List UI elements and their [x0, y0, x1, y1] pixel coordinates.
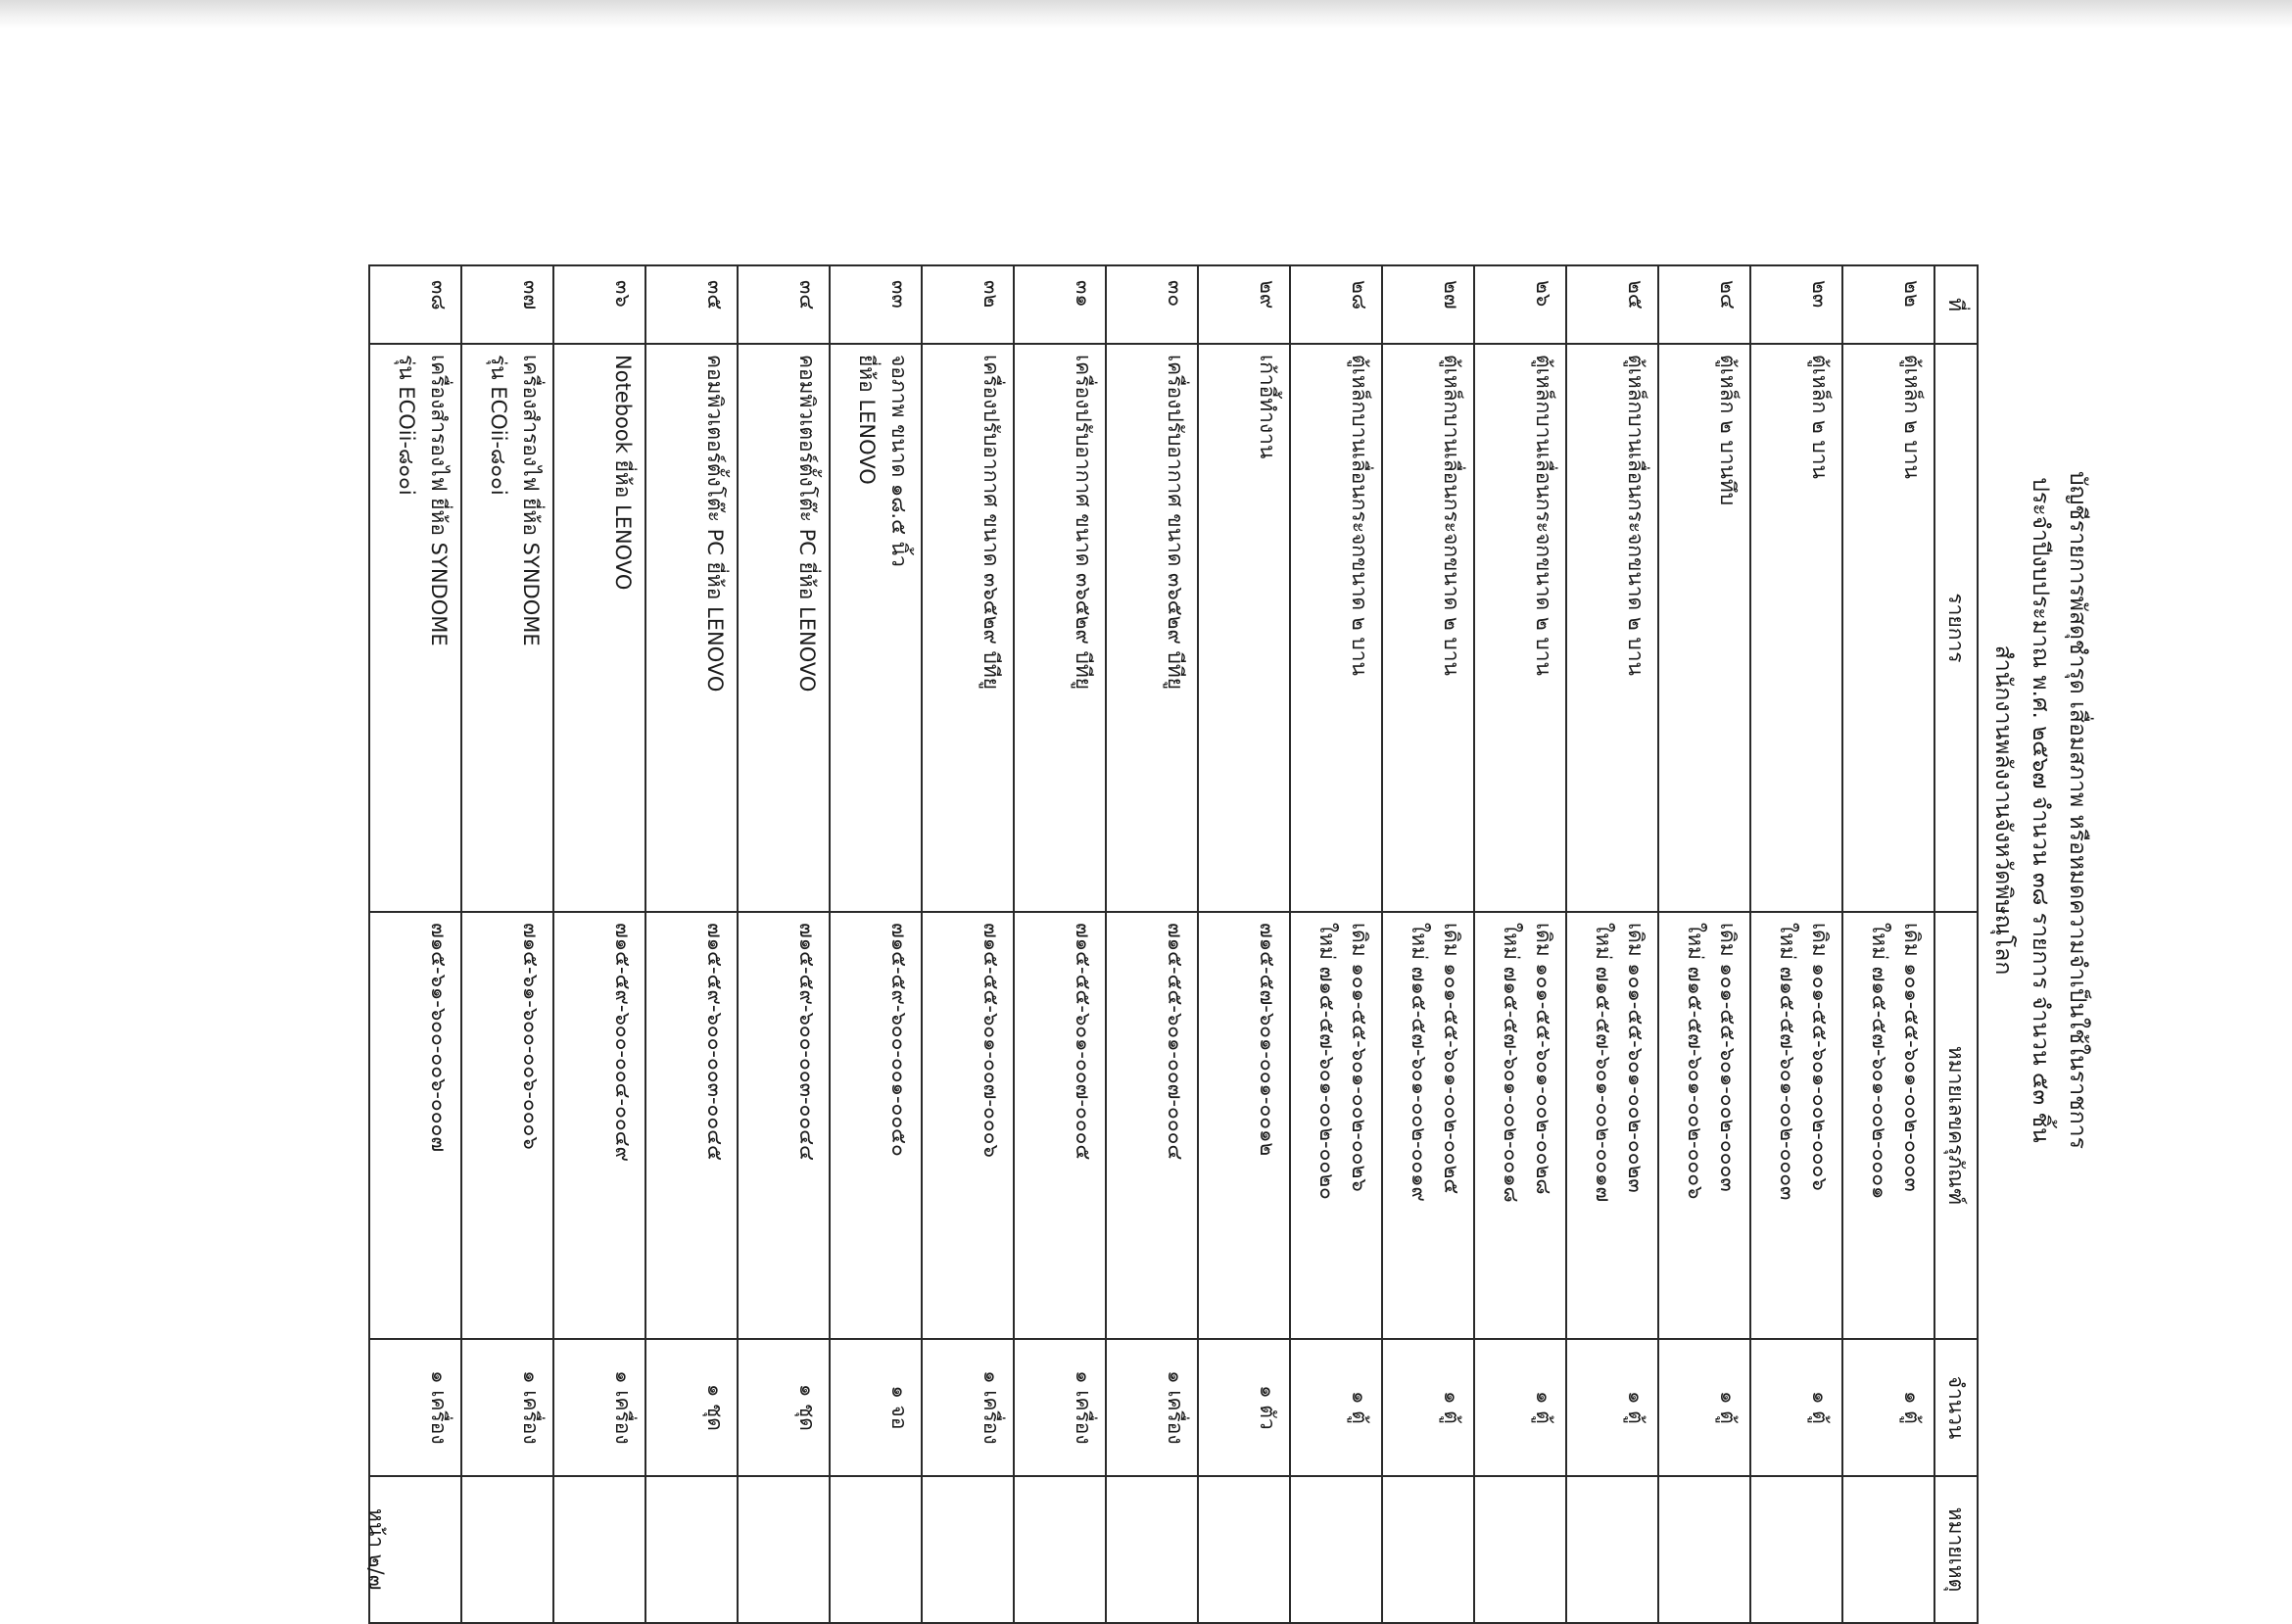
table-row: [1014, 265, 1106, 1623]
asset-code: [1474, 912, 1566, 1339]
asset-code-line: ๗๑๕-๖๑-๖๐๐-๐๐๖-๐๐๐๖: [519, 923, 543, 1150]
column-header-no: ที่: [1934, 265, 1978, 344]
asset-code-line: ใหม่ ๗๑๕-๕๗-๖๐๑-๐๐๒-๐๐๑๘: [1500, 923, 1523, 1203]
item-name: [1842, 344, 1934, 912]
asset-code: [1106, 912, 1198, 1339]
item-name: [1566, 344, 1658, 912]
header-office: สำนักงานพลังงานจังหวัดพิษณุโลก: [1990, 645, 2016, 976]
item-number: ๓๐: [1106, 265, 1198, 344]
asset-code-line: ๗๑๕-๕๕-๖๐๑-๐๐๗-๐๐๐๔: [1164, 923, 1187, 1161]
item-remark: [830, 1476, 922, 1623]
item-quantity: ๑ เครื่อง: [461, 1339, 553, 1476]
item-name-line: ตู้เหล็กบานเลื่อนกระจกขนาด ๒ บาน: [1624, 355, 1647, 676]
table-row: [922, 265, 1014, 1623]
item-quantity: ๑ จอ: [830, 1339, 922, 1476]
item-name: [1474, 344, 1566, 912]
table-row: [1750, 265, 1842, 1623]
item-name: [830, 344, 922, 912]
table-row: [1290, 265, 1382, 1623]
item-number: ๓๘: [369, 265, 461, 344]
asset-code-line: ๗๑๕-๕๙-๖๐๐-๐๐๓-๐๐๔๕: [703, 923, 727, 1161]
asset-code-line: เดิม ๑๐๑-๕๕-๖๐๑-๐๐๒-๐๐๒๘: [1532, 923, 1555, 1195]
item-name: [1382, 344, 1474, 912]
item-number: ๒๕: [1566, 265, 1658, 344]
item-name: [1014, 344, 1106, 912]
item-number: ๓๗: [461, 265, 553, 344]
item-name-line: เครื่องปรับอากาศ ขนาด ๓๖๕๒๙ บีทียู: [979, 355, 1003, 690]
item-remark: [1842, 1476, 1934, 1623]
asset-code: [1750, 912, 1842, 1339]
asset-code: [369, 912, 461, 1339]
item-remark: [1106, 1476, 1198, 1623]
header-title: บัญชีรายการพัสดุชำรุด เสื่อมสภาพ หรือหมดความจำเป็นใช้ในราชการ: [2065, 471, 2090, 1149]
item-remark: [738, 1476, 830, 1623]
item-name-line: ตู้เหล็กบานเลื่อนกระจกขนาด ๒ บาน: [1440, 355, 1463, 676]
item-quantity: ๑ เครื่อง: [1014, 1339, 1106, 1476]
item-name: [1106, 344, 1198, 912]
item-name: [1658, 344, 1750, 912]
asset-code: [1290, 912, 1382, 1339]
item-remark: [461, 1476, 553, 1623]
asset-code: [461, 912, 553, 1339]
item-name-line: Notebook ยี่ห้อ LENOVO: [611, 355, 635, 591]
asset-code: [1014, 912, 1106, 1339]
item-name-line: เครื่องสำรองไฟ ยี่ห้อ SYNDOME: [427, 355, 451, 646]
item-quantity: ๑ ตู้: [1842, 1339, 1934, 1476]
asset-code: [1842, 912, 1934, 1339]
item-quantity: ๑ ชุด: [645, 1339, 738, 1476]
item-name-line: คอมพิวเตอร์ตั้งโต๊ะ PC ยี่ห้อ LENOVO: [703, 355, 727, 693]
asset-code-line: ใหม่ ๗๑๕-๕๗-๖๐๑-๐๐๒-๐๐๐๓: [1776, 923, 1799, 1201]
header-row: [1934, 265, 1978, 1623]
item-name: [369, 344, 461, 912]
asset-code: [830, 912, 922, 1339]
table-row: [830, 265, 922, 1623]
item-quantity: ๑ ตู้: [1382, 1339, 1474, 1476]
item-number: ๓๑: [1014, 265, 1106, 344]
item-remark: [1290, 1476, 1382, 1623]
asset-code: [1566, 912, 1658, 1339]
asset-code-line: ๗๑๕-๕๗-๖๐๑-๐๐๑-๐๐๑๒: [1256, 923, 1279, 1157]
item-remark: [1198, 1476, 1290, 1623]
item-quantity: ๑ ตู้: [1750, 1339, 1842, 1476]
item-number: ๒๒: [1842, 265, 1934, 344]
item-remark: [922, 1476, 1014, 1623]
table-row: [1474, 265, 1566, 1623]
table-row: [1106, 265, 1198, 1623]
asset-code: [738, 912, 830, 1339]
item-number: ๒๔: [1658, 265, 1750, 344]
item-number: ๒๙: [1198, 265, 1290, 344]
item-remark: [645, 1476, 738, 1623]
item-number: ๓๔: [738, 265, 830, 344]
item-name-line: เก้าอี้ทำงาน: [1256, 355, 1279, 459]
item-name-line: คอมพิวเตอร์ตั้งโต๊ะ PC ยี่ห้อ LENOVO: [795, 355, 819, 693]
table-row: [1566, 265, 1658, 1623]
item-remark: [1658, 1476, 1750, 1623]
asset-code-line: ใหม่ ๗๑๕-๕๗-๖๐๑-๐๐๒-๐๐๒๐: [1315, 923, 1339, 1200]
table-row: [1382, 265, 1474, 1623]
asset-code-line: เดิม ๑๐๑-๕๕-๖๐๑-๐๐๒-๐๐๐๖: [1808, 923, 1832, 1191]
item-name: [1750, 344, 1842, 912]
item-name-line: ตู้เหล็ก ๒ บาน: [1808, 355, 1832, 479]
item-quantity: ๑ ตัว: [1198, 1339, 1290, 1476]
item-quantity: ๑ เครื่อง: [1106, 1339, 1198, 1476]
column-header-qty: จำนวน: [1934, 1339, 1978, 1476]
item-number: ๓๒: [922, 265, 1014, 344]
asset-code-line: เดิม ๑๐๑-๕๕-๖๐๑-๐๐๒-๐๐๐๓: [1716, 923, 1740, 1192]
item-name: [645, 344, 738, 912]
column-header-code: หมายเลขครุภัณฑ์: [1934, 912, 1978, 1339]
item-name-line: ยี่ห้อ LENOVO: [855, 355, 879, 485]
item-number: ๓๖: [553, 265, 645, 344]
asset-code-line: ใหม่ ๗๑๕-๕๗-๖๐๑-๐๐๒-๐๐๐๖: [1684, 923, 1707, 1200]
item-name-line: ตู้เหล็ก ๒ บาน: [1900, 355, 1924, 479]
item-number: ๒๖: [1474, 265, 1566, 344]
item-name-line: รุ่น ECOii-๘๐๐i: [487, 355, 510, 496]
item-name: [553, 344, 645, 912]
asset-code-line: เดิม ๑๐๑-๕๕-๖๐๑-๐๐๒-๐๐๒๖: [1348, 923, 1371, 1192]
asset-code: [1658, 912, 1750, 1339]
item-remark: [1382, 1476, 1474, 1623]
asset-code-line: ๗๑๕-๖๑-๖๐๐-๐๐๖-๐๐๐๗: [427, 923, 451, 1153]
table-row: [369, 265, 461, 1623]
item-name: [1198, 344, 1290, 912]
asset-code: [1198, 912, 1290, 1339]
item-quantity: ๑ ตู้: [1474, 1339, 1566, 1476]
table-row: [738, 265, 830, 1623]
item-remark: [1474, 1476, 1566, 1623]
item-quantity: ๑ ตู้: [1290, 1339, 1382, 1476]
table-row: [1198, 265, 1290, 1623]
page-number: หน้า ๒/๗: [364, 1508, 388, 1591]
item-remark: [553, 1476, 645, 1623]
item-name-line: รุ่น ECOii-๘๐๐i: [395, 355, 418, 496]
item-quantity: ๑ ตู้: [1566, 1339, 1658, 1476]
item-quantity: ๑ ชุด: [738, 1339, 830, 1476]
asset-code: [1382, 912, 1474, 1339]
item-quantity: ๑ เครื่อง: [369, 1339, 461, 1476]
item-number: ๒๗: [1382, 265, 1474, 344]
table-body: [369, 265, 1934, 1623]
asset-code: [645, 912, 738, 1339]
item-number: ๓๕: [645, 265, 738, 344]
table-row: [1842, 265, 1934, 1623]
header-fiscal-year: ประจำปีงบประมาณ พ.ศ. ๒๕๖๗ จำนวน ๓๘ รายการ จำนวน ๕๓ ชิ้น: [2028, 477, 2053, 1143]
table-row: [553, 265, 645, 1623]
asset-code: [922, 912, 1014, 1339]
asset-code-line: ๗๑๕-๕๕-๖๐๑-๐๐๗-๐๐๐๕: [1072, 923, 1095, 1161]
column-header-note: หมายเหตุ: [1934, 1476, 1978, 1623]
item-name-line: จอภาพ ขนาด ๑๘.๕ นิ้ว: [887, 355, 911, 567]
asset-code-line: ๗๑๕-๕๙-๖๐๐-๐๐๔-๐๐๔๙: [611, 923, 635, 1163]
asset-code-line: ใหม่ ๗๑๕-๕๗-๖๐๑-๐๐๒-๐๐๑๙: [1408, 923, 1431, 1202]
asset-code-line: ใหม่ ๗๑๕-๕๗-๖๐๑-๐๐๒-๐๐๐๑: [1868, 923, 1891, 1200]
item-name-line: ตู้เหล็กบานเลื่อนกระจกขนาด ๒ บาน: [1532, 355, 1555, 676]
item-name-line: ตู้เหล็ก ๒ บานทึบ: [1716, 355, 1740, 506]
asset-table: [368, 264, 1979, 1624]
item-name: [738, 344, 830, 912]
item-number: ๓๓: [830, 265, 922, 344]
item-remark: [1014, 1476, 1106, 1623]
item-quantity: ๑ ตู้: [1658, 1339, 1750, 1476]
asset-code-line: เดิม ๑๐๑-๕๕-๖๐๑-๐๐๒-๐๐๒๓: [1624, 923, 1647, 1193]
asset-code-line: ใหม่ ๗๑๕-๕๗-๖๐๑-๐๐๒-๐๐๑๗: [1592, 923, 1615, 1203]
asset-code-line: ๗๑๕-๕๙-๖๐๐-๐๐๓-๐๐๔๔: [795, 923, 819, 1161]
asset-code-line: ๗๑๕-๕๕-๖๐๑-๐๐๗-๐๐๐๖: [979, 923, 1003, 1158]
item-name-line: ตู้เหล็กบานเลื่อนกระจกขนาด ๒ บาน: [1348, 355, 1371, 676]
asset-code: [553, 912, 645, 1339]
document-header: [1984, 0, 2096, 1620]
table-header: [1934, 265, 1978, 1623]
item-name-line: เครื่องปรับอากาศ ขนาด ๓๖๕๒๙ บีทียู: [1072, 355, 1095, 690]
asset-code-line: เดิม ๑๐๑-๕๕-๖๐๑-๐๐๒-๐๐๐๓: [1900, 923, 1924, 1192]
item-number: ๒๘: [1290, 265, 1382, 344]
item-remark: [1566, 1476, 1658, 1623]
asset-code-line: เดิม ๑๐๑-๕๕-๖๐๑-๐๐๒-๐๐๒๕: [1440, 923, 1463, 1195]
item-number: ๒๓: [1750, 265, 1842, 344]
item-name-line: เครื่องสำรองไฟ ยี่ห้อ SYNDOME: [519, 355, 543, 646]
table-row: [1658, 265, 1750, 1623]
item-name-line: เครื่องปรับอากาศ ขนาด ๓๖๕๒๙ บีทียู: [1164, 355, 1187, 690]
item-name: [1290, 344, 1382, 912]
item-quantity: ๑ เครื่อง: [922, 1339, 1014, 1476]
column-header-name: รายการ: [1934, 344, 1978, 912]
item-name: [461, 344, 553, 912]
table-row: [645, 265, 738, 1623]
item-quantity: ๑ เครื่อง: [553, 1339, 645, 1476]
table-row: [461, 265, 553, 1623]
item-name: [922, 344, 1014, 912]
item-remark: [1750, 1476, 1842, 1623]
asset-code-line: ๗๑๕-๕๙-๖๐๐-๐๐๑-๐๐๕๐: [887, 923, 911, 1157]
